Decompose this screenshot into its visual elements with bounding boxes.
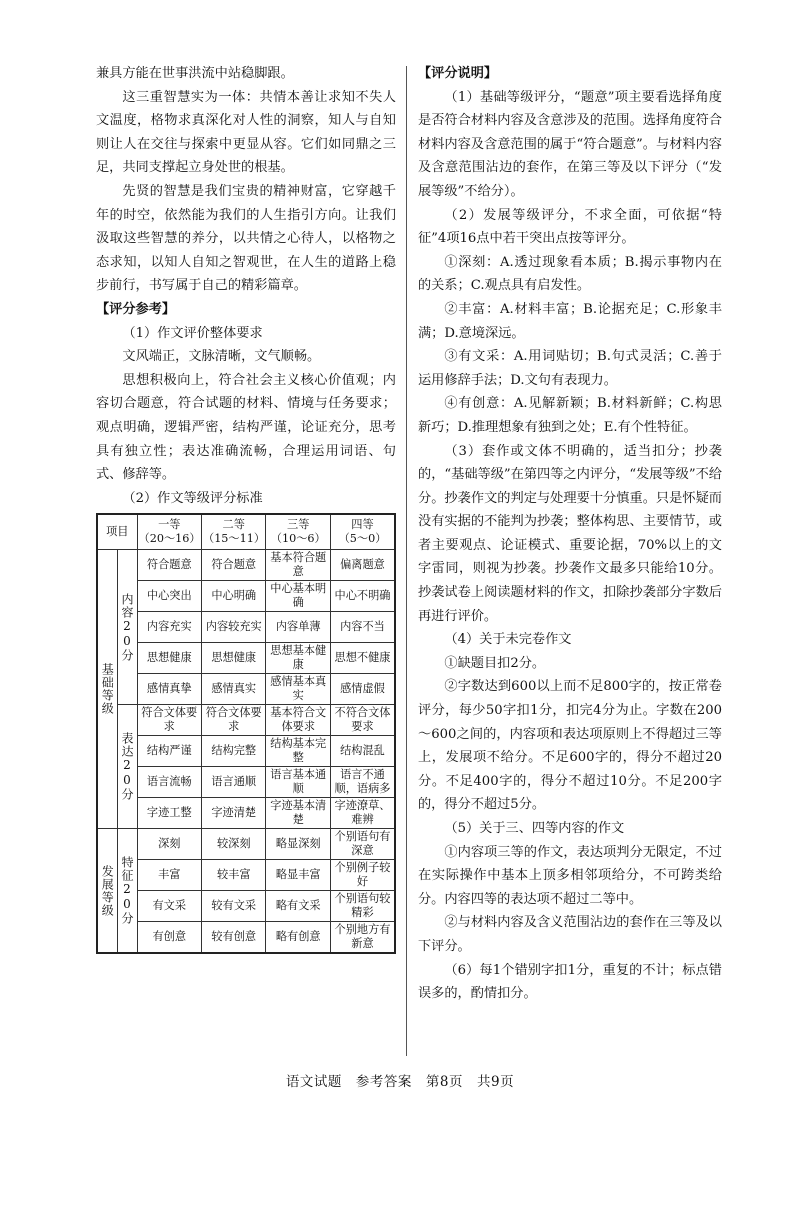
table-row (97, 612, 395, 643)
header-grade-cell: 四等 （5～0） (330, 514, 395, 550)
table-row (97, 922, 395, 954)
table-header-row (97, 514, 395, 550)
table-cell: 内容较充实 (202, 612, 266, 643)
table-cell: 感情基本真实 (266, 674, 330, 705)
table-cell: 内容充实 (137, 612, 201, 643)
table-cell: 丰富 (137, 860, 201, 891)
table-cell: 符合题意 (202, 550, 266, 581)
note-paragraph: （3）套作或文体不明确的，适当扣分；抄袭的，“基础等级”在第四等之内评分，“发展等级”不给分。抄袭作文的判定与处理要十分慎重。只是怀疑而没有实据的不能判为抄袭；整体构思、主要情节，或者主要观点、论证模式、重要论据，70%以上的文字雷同，则视为抄袭。抄袭作文最多只能给10分。抄袭试卷上阅读题材料的作文，扣除抄袭部分字数后再进行评价。 (418, 443, 722, 624)
header-grade-cell: 二等 （15～11） (202, 514, 266, 550)
table-cell: 感情真实 (202, 674, 266, 705)
note-paragraph: ①深刻：A.透过现象看本质；B.揭示事物内在的关系；C.观点具有启发性。 (418, 254, 722, 294)
table-cell: 有创意 (137, 922, 201, 954)
table-row (97, 829, 395, 860)
table-cell: 符合题意 (137, 550, 201, 581)
table-row (97, 860, 395, 891)
table-cell: 语言不通顺，语病多 (330, 767, 395, 798)
note-paragraph: ①内容项三等的作文，表达项判分无限定，不过在实际操作中基本上顶多相邻项给分，不可跨类给分。内容四等的表达项不超过二等中。 (418, 844, 722, 907)
note-paragraph: （5）关于三、四等内容的作文 (444, 821, 625, 836)
table-cell: 思想不健康 (330, 643, 395, 674)
table-cell: 中心突出 (137, 581, 201, 612)
table-cell: 中心不明确 (330, 581, 395, 612)
table-cell: 略有创意 (266, 922, 330, 954)
basic-level-label: 基础等级 (97, 550, 117, 829)
table-cell: 内容单薄 (266, 612, 330, 643)
table-row (97, 891, 395, 922)
table-cell: 思想健康 (137, 643, 201, 674)
note-paragraph: （4）关于未完卷作文 (444, 632, 572, 648)
table-cell: 略显丰富 (266, 860, 330, 891)
grading-standard-heading: （2）作文等级评分标准 (122, 490, 263, 506)
note-paragraph: ①缺题目扣2分。 (444, 655, 546, 671)
column-divider (406, 66, 407, 1056)
table-row (97, 767, 395, 798)
table-cell: 思想健康 (202, 643, 266, 674)
note-paragraph: ③有文采：A.用词贴切；B.句式灵活；C.善于运用修辞手法；D.文句有表现力。 (418, 349, 722, 388)
table-row (97, 798, 395, 829)
table-cell: 个别例子较好 (330, 860, 395, 891)
table-cell: 较有文采 (202, 891, 266, 922)
table-cell: 不符合文体要求 (330, 705, 395, 736)
table-cell: 字迹工整 (137, 798, 201, 829)
left-column (96, 62, 396, 954)
overall-requirements-heading: （1）作文评价整体要求 (122, 325, 263, 341)
table-cell: 基本符合文体要求 (266, 705, 330, 736)
table-cell: 字迹基本清楚 (266, 798, 330, 829)
table-row (97, 550, 395, 581)
header-grade-cell: 一等 （20～16） (137, 514, 201, 550)
table-cell: 中心明确 (202, 581, 266, 612)
table-cell: 较丰富 (202, 860, 266, 891)
scoring-reference-heading: 【评分参考】 (96, 301, 176, 317)
table-row (97, 736, 395, 767)
table-row (97, 674, 395, 705)
table-cell: 内容不当 (330, 612, 395, 643)
table-cell: 字迹清楚 (202, 798, 266, 829)
table-cell: 偏离题意 (330, 550, 395, 581)
note-paragraph: ④有创意：A.见解新颖；B.材料新鲜；C.构思新巧；D.推理想象有独到之处；E.有个性特征。 (418, 396, 722, 435)
table-cell: 感情虚假 (330, 674, 395, 705)
table-cell: 中心基本明确 (266, 581, 330, 612)
table-cell: 结构混乱 (330, 736, 395, 767)
table-cell: 个别语句较精彩 (330, 891, 395, 922)
note-paragraph: ②与材料内容及含义范围沾边的套作在三等及以下评分。 (418, 915, 722, 954)
header-item-cell: 项目 (97, 514, 137, 550)
requirement-line: 思想积极向上，符合社会主义核心价值观；内容切合题意，符合试题的材料、情境与任务要求；观点明确，逻辑严密，结构严谨，论证充分，思考具有独立性；表达准确流畅，合理运用词语、句式、修辞等。 (96, 372, 396, 483)
table-cell: 结构严谨 (137, 736, 201, 767)
right-column (418, 62, 722, 1006)
note-paragraph: ②丰富：A.材料丰富；B.论据充足；C.形象丰满；D.意境深远。 (418, 301, 722, 341)
table-cell: 符合文体要求 (137, 705, 201, 736)
table-cell: 个别地方有新意 (330, 922, 395, 954)
note-paragraph: （6）每1个错别字扣1分，重复的不计；标点错误多的，酌情扣分。 (418, 962, 722, 1002)
page-footer: 语文试题 参考答案 第8页 共9页 (285, 1074, 515, 1090)
development-level-label: 发展等级 (97, 829, 117, 954)
table-row (97, 581, 395, 612)
table-cell: 结构基本完整 (266, 736, 330, 767)
feature-label: 特征20分 (117, 829, 137, 954)
note-paragraph: ②字数达到600以上而不足800字的，按正常卷评分，每少50字扣1分，扣完4分为止。字数在200～600之间的，内容项和表达项原则上不得超过三等上，发展项不给分。不足600字的，得分不超过20分。不足400字的，得分不超过10分。不足200字的，得分不超过5分。 (418, 679, 722, 813)
table-cell: 语言流畅 (137, 767, 201, 798)
expression-label: 表达20分 (117, 705, 137, 829)
table-cell: 略显深刻 (266, 829, 330, 860)
table-cell: 基本符合题意 (266, 550, 330, 581)
table-row (97, 643, 395, 674)
content-label: 内容20分 (117, 550, 137, 705)
essay-paragraph: 兼具方能在世事洪流中站稳脚跟。 (96, 66, 294, 81)
table-cell: 感情真挚 (137, 674, 201, 705)
table-cell: 有文采 (137, 891, 201, 922)
requirement-line: 文风端正，文脉清晰，文气顺畅。 (122, 349, 321, 365)
note-paragraph: （1）基础等级评分，“题意”项主要看选择角度是否符合材料内容及含意涉及的范围。选择角度符合材料内容及含意范围的属于“符合题意”。与材料内容及含意范围沾边的套作，在第三等及以下评分（“发展等级”不给分）。 (418, 89, 722, 199)
grading-standard-table (96, 513, 396, 954)
table-cell: 字迹潦草、难辨 (330, 798, 395, 829)
note-paragraph: （2）发展等级评分，不求全面，可依据“特征”4项16点中若干突出点按等评分。 (418, 207, 722, 247)
table-cell: 深刻 (137, 829, 201, 860)
table-cell: 较深刻 (202, 829, 266, 860)
table-cell: 语言通顺 (202, 767, 266, 798)
table-cell: 结构完整 (202, 736, 266, 767)
table-cell: 语言基本通顺 (266, 767, 330, 798)
scoring-notes-heading: 【评分说明】 (418, 66, 498, 81)
essay-paragraph: 先贤的智慧是我们宝贵的精神财富，它穿越千年的时空，依然能为我们的人生指引方向。让我们汲取这些智慧的养分，以共情之心待人，以格物之态求知，以知人自知之智观世，在人生的道路上稳步前行，书写属于自己的精彩篇章。 (96, 183, 396, 294)
table-cell: 符合文体要求 (202, 705, 266, 736)
table-cell: 思想基本健康 (266, 643, 330, 674)
table-row (97, 705, 395, 736)
table-cell: 略有文采 (266, 891, 330, 922)
table-cell: 较有创意 (202, 922, 266, 954)
header-grade-cell: 三等 （10～6） (266, 514, 330, 550)
table-cell: 个别语句有深意 (330, 829, 395, 860)
essay-paragraph: 这三重智慧实为一体：共情本善让求知不失人文温度，格物求真深化对人性的洞察，知人与自知则让人在交往与探索中更显从容。它们如同鼎之三足，共同支撑起立身处世的根基。 (96, 89, 396, 176)
